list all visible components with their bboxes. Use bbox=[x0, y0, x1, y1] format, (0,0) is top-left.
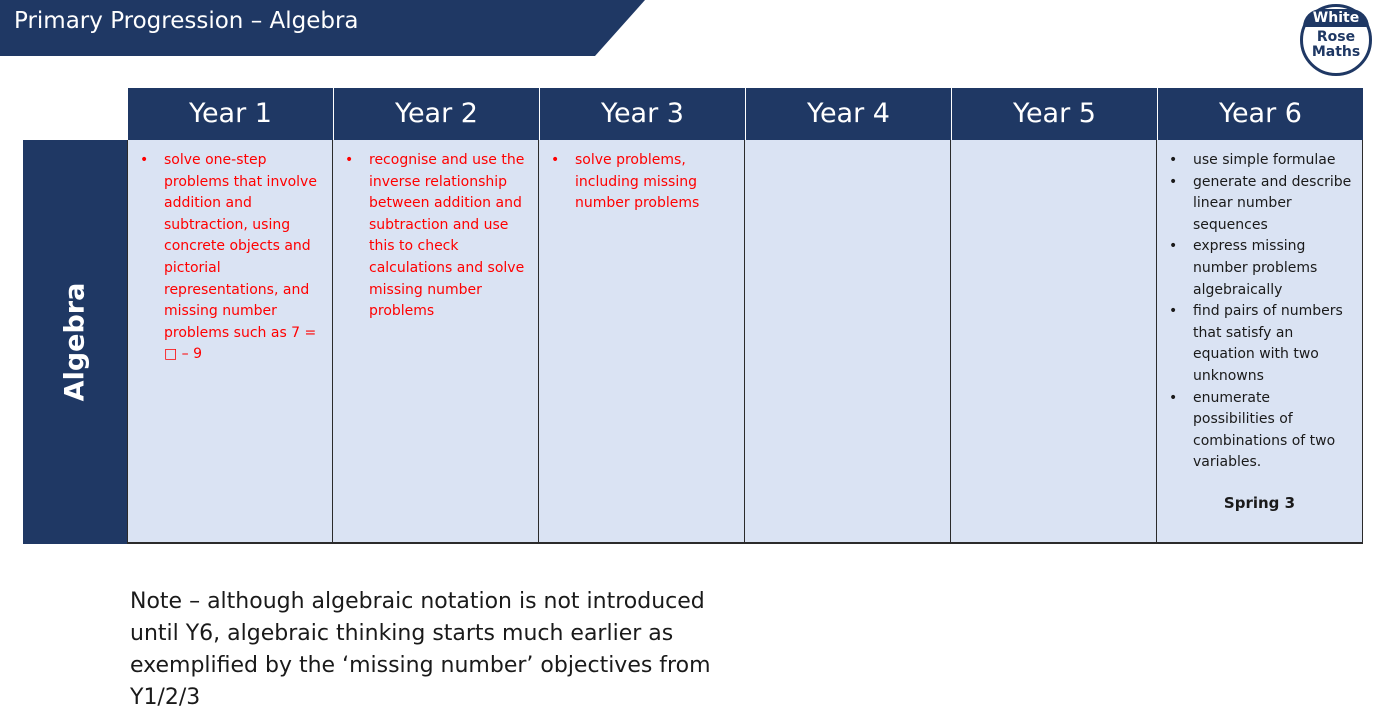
year-6-objective: • generate and describe linear number sequences bbox=[1163, 172, 1356, 237]
year-6-objective: • express missing number problems algebraically bbox=[1163, 236, 1356, 301]
year-1-header: Year 1 bbox=[127, 88, 333, 140]
logo-word-white: White bbox=[1312, 10, 1360, 26]
year-6-objective: • find pairs of numbers that satisfy an equation with two unknowns bbox=[1163, 301, 1356, 387]
algebra-row-header bbox=[23, 140, 127, 544]
year-2-header: Year 2 bbox=[333, 88, 539, 140]
year-6-objective: • use simple formulae bbox=[1163, 150, 1356, 172]
year-1-cell bbox=[127, 140, 333, 544]
year-3-header: Year 3 bbox=[539, 88, 745, 140]
year-6-term-label: Spring 3 bbox=[1223, 494, 1296, 512]
year-4-header: Year 4 bbox=[745, 88, 951, 140]
year-3-cell bbox=[539, 140, 745, 544]
year-6-objective: • enumerate possibilities of combinations of two variables. bbox=[1163, 388, 1356, 474]
year-2-objective: • recognise and use the inverse relationship between addition and subtraction and use this to check calculations and solve missing number problems bbox=[339, 150, 532, 323]
year-5-cell bbox=[951, 140, 1157, 544]
algebra-row-label: Algebra bbox=[59, 282, 91, 402]
year-6-header: Year 6 bbox=[1157, 88, 1363, 140]
page-title: Primary Progression – Algebra bbox=[14, 8, 359, 34]
year-1-objective: • solve one-step problems that involve addition and subtraction, using concrete objects and pictorial representations, and missing number problems such as 7 = □ – 9 bbox=[134, 150, 326, 366]
note-text: Note – although algebraic notation is not introduced until Y6, algebraic thinking starts much earlier as exemplified by the ‘missing number’ objectives from Y1/2/3 bbox=[130, 589, 711, 710]
year-4-cell bbox=[745, 140, 951, 544]
year-5-header: Year 5 bbox=[951, 88, 1157, 140]
logo-word-rose: Rose bbox=[1316, 29, 1356, 45]
year-2-cell bbox=[333, 140, 539, 544]
year-6-cell bbox=[1157, 140, 1363, 544]
year-3-objective: • solve problems, including missing number problems bbox=[545, 150, 738, 215]
logo-word-maths: Maths bbox=[1311, 44, 1361, 60]
white-rose-maths-logo bbox=[1300, 4, 1372, 76]
